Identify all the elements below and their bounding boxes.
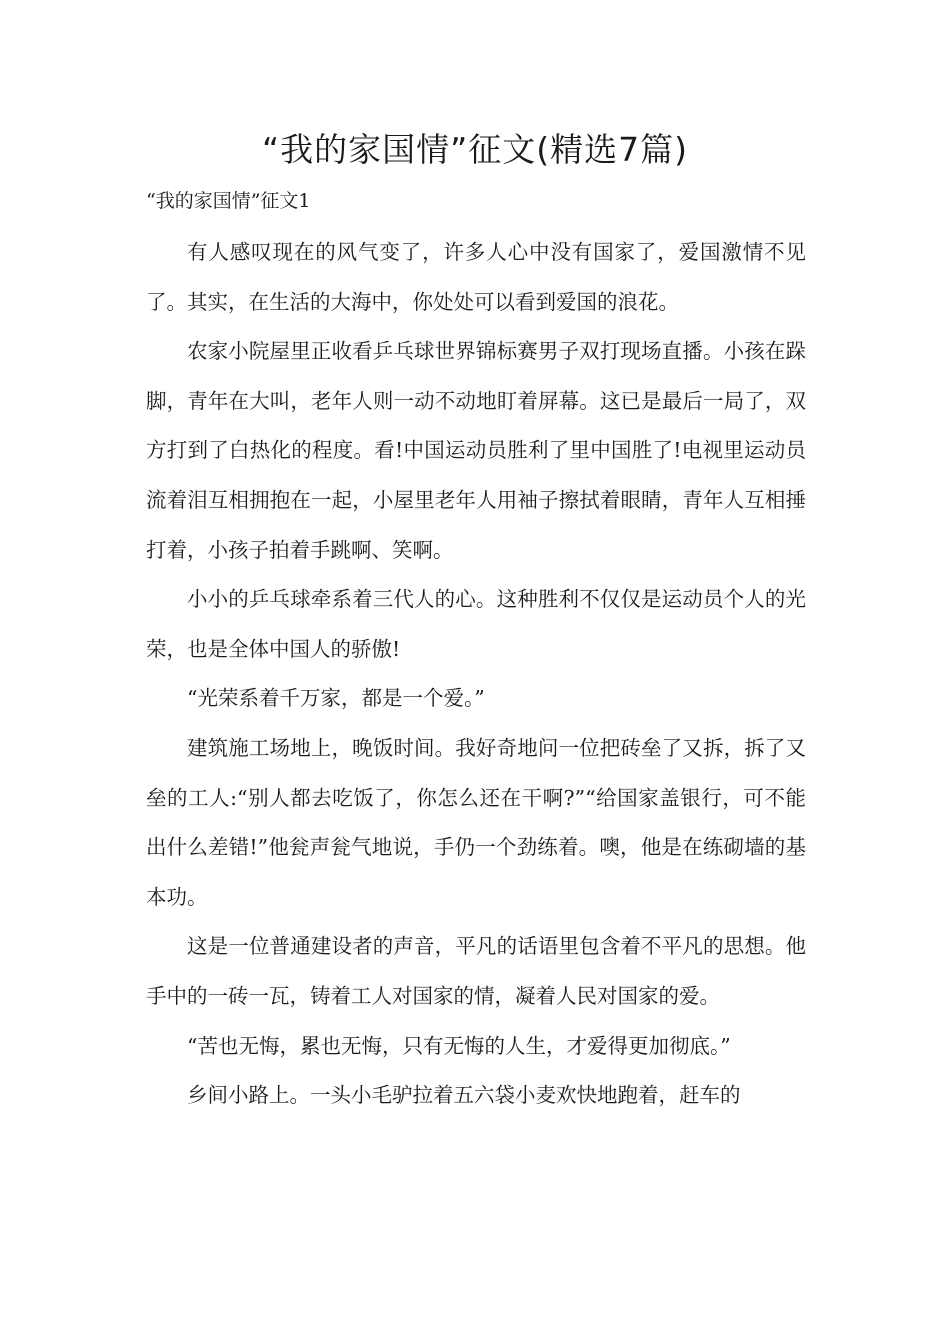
body-text: [146, 228, 806, 1121]
paragraph: 小小的乒乓球牵系着三代人的心。这种胜利不仅仅是运动员个人的光荣，也是全体中国人的骄傲!: [146, 587, 806, 661]
paragraph: “苦也无悔，累也无悔，只有无悔的人生，才爱得更加彻底。”: [187, 1033, 731, 1058]
paragraph: 这是一位普通建设者的声音，平凡的话语里包含着不平凡的思想。他手中的一砖一瓦，铸着工人对国家的情，凝着人民对国家的爱。: [146, 934, 806, 1008]
paragraph: 乡间小路上。一头小毛驴拉着五六袋小麦欢快地跑着，赶车的: [187, 1083, 741, 1108]
paragraph: 建筑施工场地上，晚饭时间。我好奇地问一位把砖垒了又拆，拆了又垒的工人:“别人都去吃饭了，你怎么还在干啊?”“给国家盖银行，可不能出什么差错!”他瓮声瓮气地说，手仍一个劲练着。噢，他是在练砌墙的基本功。: [146, 735, 806, 909]
section-heading: “我的家国情”征文1: [146, 190, 311, 212]
paragraph: 有人感叹现在的风气变了，许多人心中没有国家了，爱国激情不见了。其实，在生活的大海中，你处处可以看到爱国的浪花。: [146, 240, 806, 314]
paragraph: 农家小院屋里正收看乒乓球世界锦标赛男子双打现场直播。小孩在跺脚，青年在大叫，老年人则一动不动地盯着屏幕。这已是最后一局了，双方打到了白热化的程度。看!中国运动员胜利了里中国胜了!电视里运动员流着泪互相拥抱在一起，小屋里老年人用袖子擦拭着眼睛，青年人互相捶打着，小孩子拍着手跳啊、笑啊。: [146, 339, 806, 562]
paragraph: “光荣系着千万家，都是一个爱。”: [187, 686, 485, 711]
document-title: “我的家国情”征文(精选7篇): [262, 130, 688, 169]
